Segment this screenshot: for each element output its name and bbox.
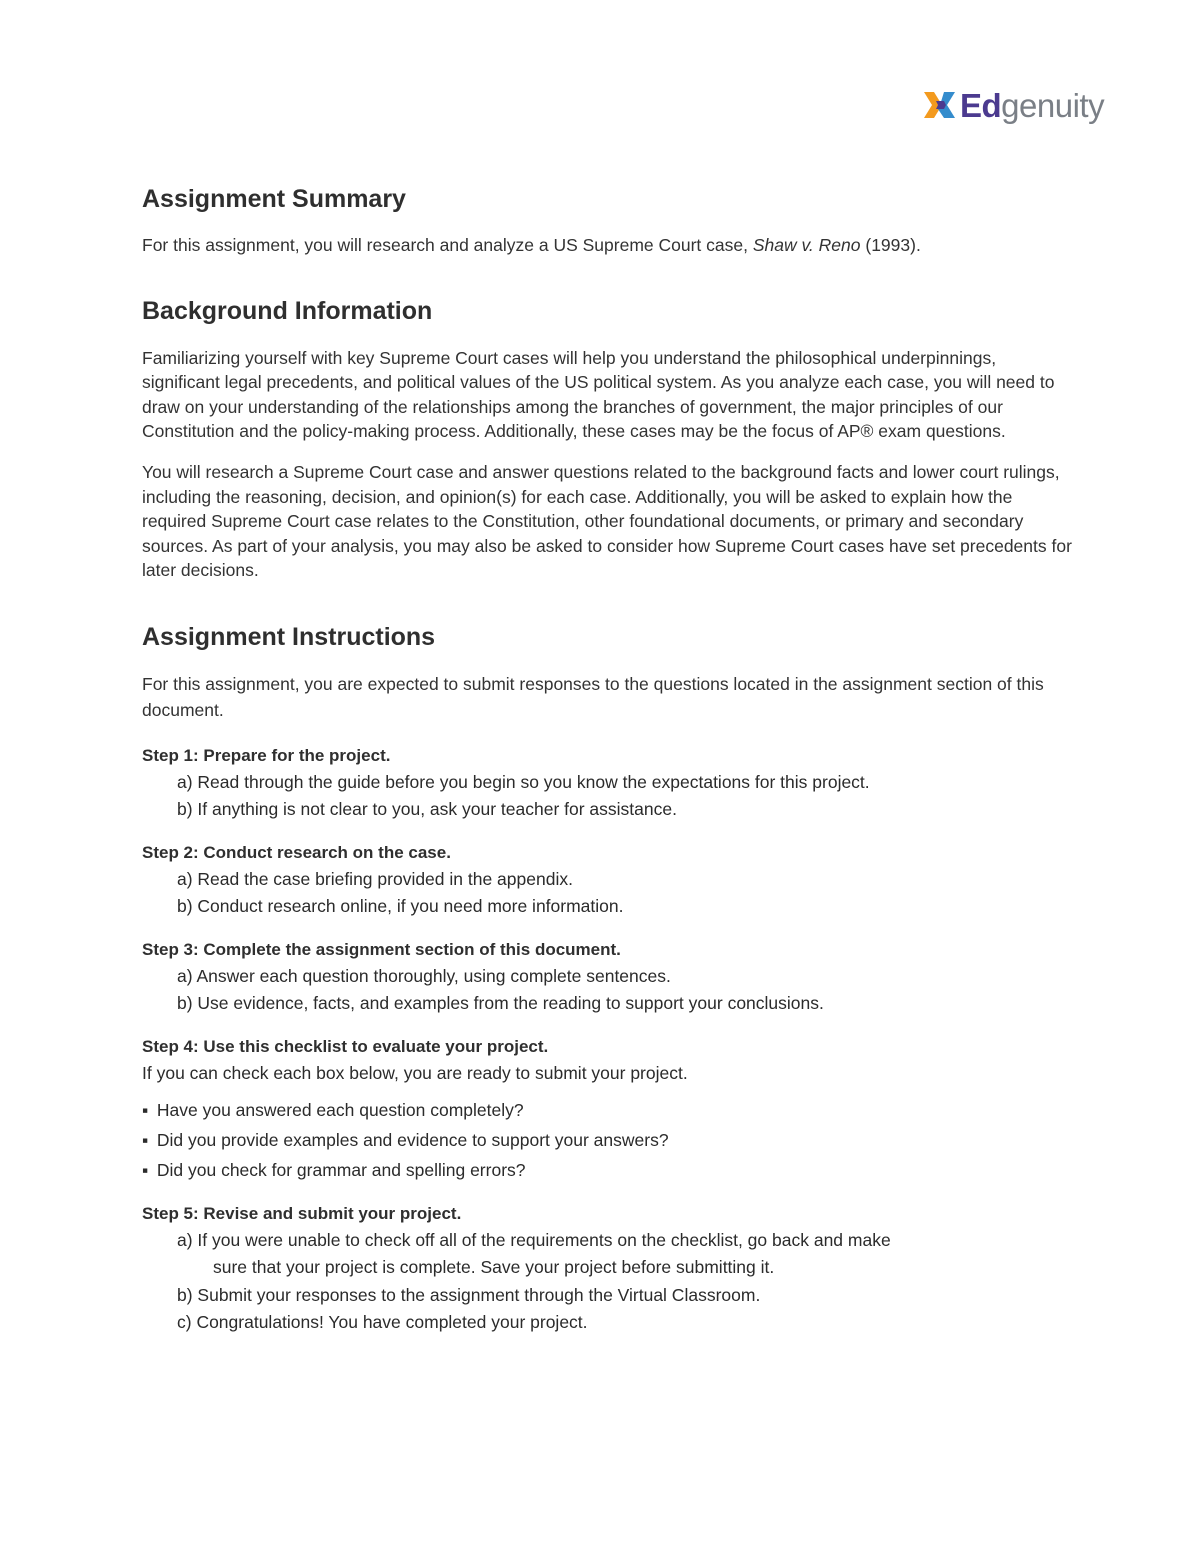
- step-4-title: Step 4: Use this checklist to evaluate your project.: [142, 1036, 549, 1056]
- step-5-title: Step 5: Revise and submit your project.: [142, 1203, 462, 1223]
- checklist-item: [142, 1125, 1072, 1155]
- instructions-intro: For this assignment, you are expected to submit responses to the questions located in the assignment section of this document.: [142, 673, 1044, 720]
- brand-wordmark: [960, 86, 1105, 124]
- step-5-item-a-line-2: sure that your project is complete. Save your project before submitting it.: [213, 1257, 775, 1278]
- step-5: [142, 1201, 1072, 1337]
- edgenuity-logo: [922, 82, 1104, 128]
- checklist-item: [142, 1155, 1072, 1185]
- step-1-item-a: a) Read through the guide before you begin so you know the expectations for this project.: [177, 771, 870, 792]
- summary-text-after: (1993).: [860, 235, 921, 255]
- background-paragraph-2: You will research a Supreme Court case and answer questions related to the background facts and lower court rulings, including the reasoning, decision, and opinion(s) for each case. Additionally, you will be asked to explain how the required Supreme Court case relates to the Constitution, other foundational documents, or primary and secondary sources. As part of your analysis, you may also be asked to consider how Supreme Court cases have set precedents for later decisions.: [142, 461, 1072, 581]
- step-2-item-a: a) Read the case briefing provided in the appendix.: [177, 868, 573, 889]
- step-2: [142, 840, 1072, 921]
- case-name: Shaw v. Reno: [752, 235, 861, 255]
- bullet-icon: ▪: [142, 1159, 149, 1180]
- checklist-item-text: Did you provide examples and evidence to support your answers?: [156, 1129, 669, 1150]
- brand-genuity: genuity: [1001, 86, 1105, 124]
- step-4-note: If you can check each box below, you are ready to submit your project.: [142, 1062, 688, 1083]
- brand-ed: Ed: [960, 86, 1002, 124]
- heading-assignment-instructions: Assignment Instructions: [142, 622, 436, 651]
- bullet-icon: ▪: [142, 1129, 149, 1150]
- background-paragraph-1: Familiarizing yourself with key Supreme Court cases will help you understand the philosophical underpinnings, significant legal precedents, and political values of the US political system. As you analyze each case, you will need to draw on your understanding of the relationships among the branches of government, the major principles of our Constitution and the policy-making process. Additionally, these cases may be the focus of AP® exam questions.: [142, 347, 1055, 442]
- step-5-item-c: c) Congratulations! You have completed your project.: [177, 1312, 588, 1333]
- checklist-item-text: Have you answered each question completely?: [156, 1099, 524, 1120]
- summary-text-before: For this assignment, you will research and analyze a US Supreme Court case,: [142, 235, 753, 255]
- step-3-title: Step 3: Complete the assignment section of this document.: [142, 939, 621, 959]
- step-2-item-b: b) Conduct research online, if you need more information.: [177, 896, 624, 917]
- checklist-item: [142, 1095, 1072, 1125]
- heading-background-information: Background Information: [142, 296, 433, 325]
- bullet-icon: ▪: [142, 1099, 149, 1120]
- step-5-item-a-line-1: a) If you were unable to check off all of the requirements on the checklist, go back and make: [177, 1229, 891, 1250]
- checklist: [142, 1095, 1072, 1185]
- step-1-item-b: b) If anything is not clear to you, ask your teacher for assistance.: [177, 799, 677, 820]
- step-2-title: Step 2: Conduct research on the case.: [142, 842, 451, 862]
- checklist-item-text: Did you check for grammar and spelling errors?: [156, 1159, 526, 1180]
- step-4: [142, 1034, 1072, 1185]
- heading-assignment-summary: Assignment Summary: [142, 185, 406, 213]
- step-5-item-b: b) Submit your responses to the assignment through the Virtual Classroom.: [177, 1284, 761, 1305]
- step-3-item-a: a) Answer each question thoroughly, using complete sentences.: [177, 965, 671, 986]
- step-3: [142, 937, 1072, 1018]
- document-content: [142, 182, 1072, 1337]
- edgenuity-x-logo-icon: [922, 87, 958, 123]
- step-1: [142, 743, 1072, 824]
- summary-text: [142, 233, 1072, 258]
- step-3-item-b: b) Use evidence, facts, and examples from the reading to support your conclusions.: [177, 993, 824, 1014]
- step-1-title: Step 1: Prepare for the project.: [142, 745, 391, 765]
